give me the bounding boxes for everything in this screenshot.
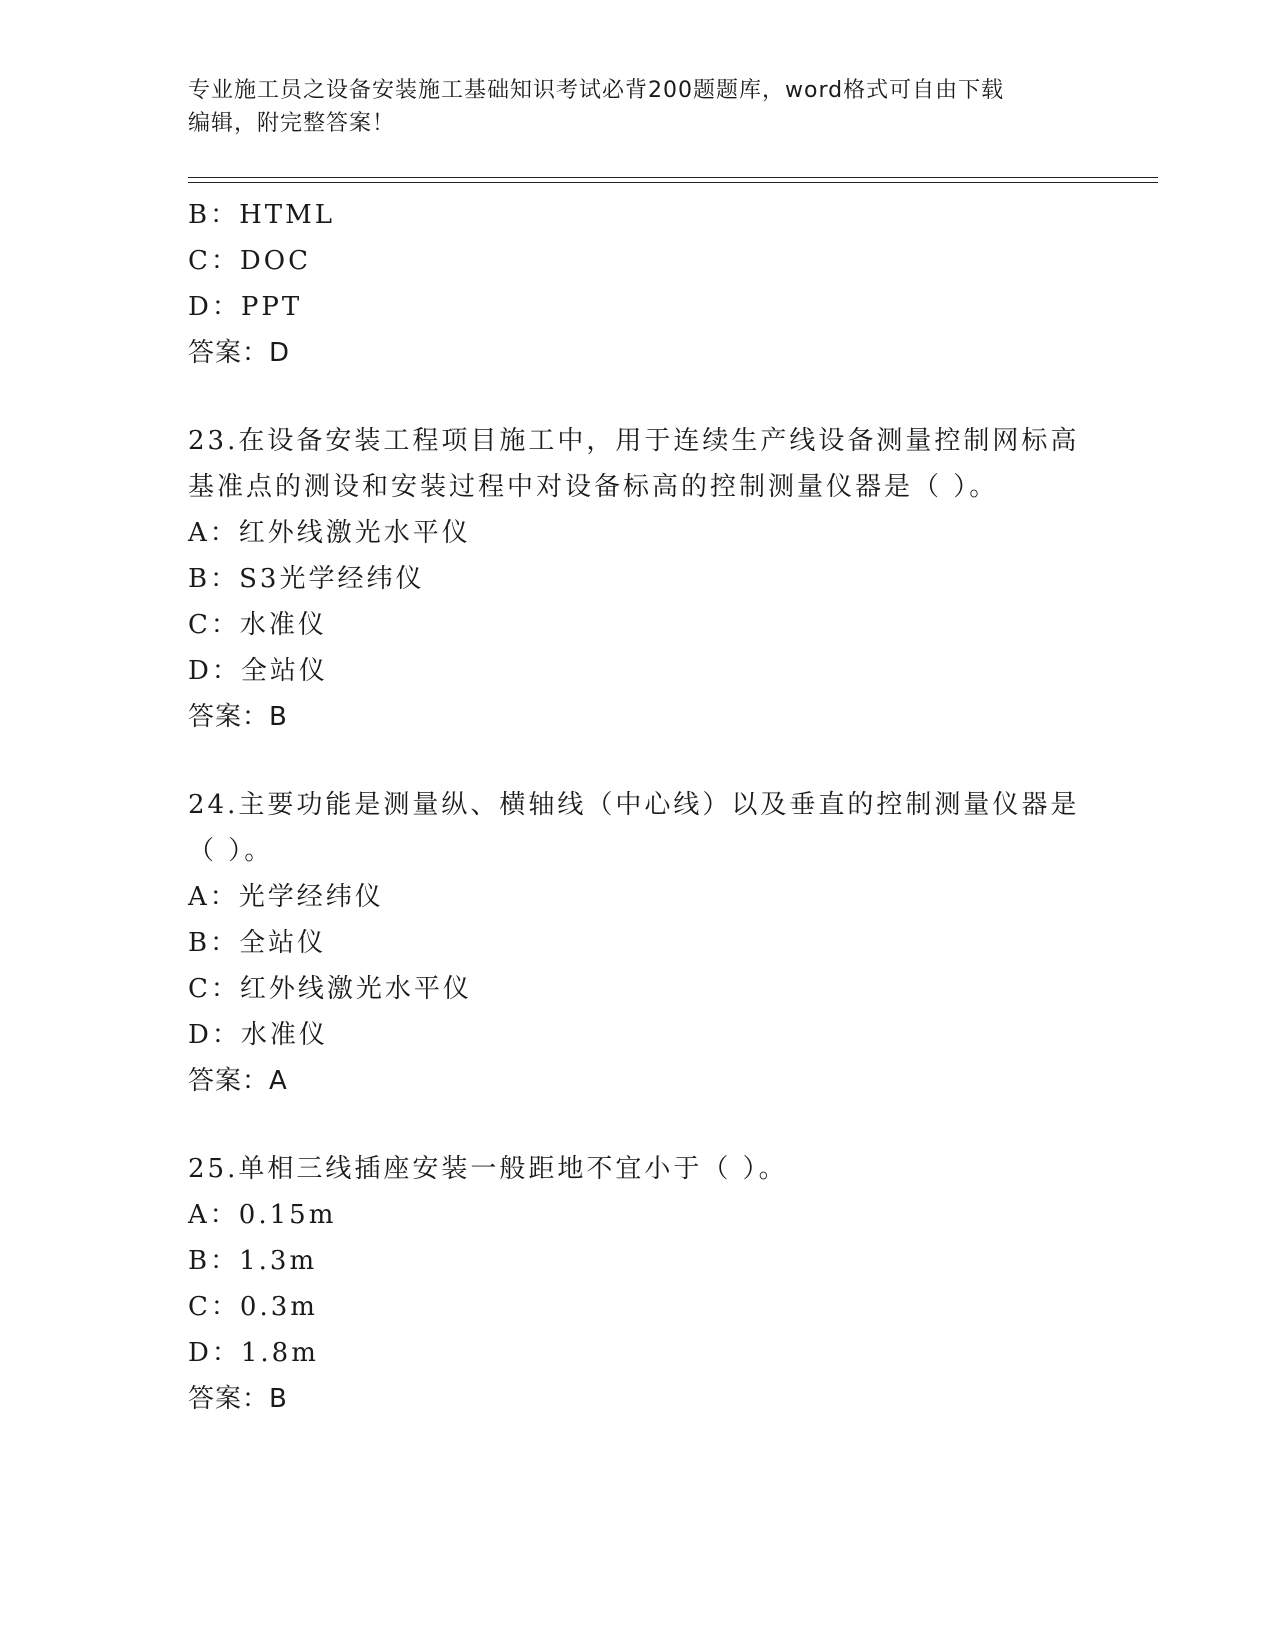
option-a: A：光学经纬仪: [188, 882, 384, 912]
header-title-line-1: 专业施工员之设备安装施工基础知识考试必背200题题库，word格式可自由下载: [188, 78, 1005, 103]
option-c: C：水准仪: [188, 610, 327, 640]
option-d: D：PPT: [188, 292, 303, 322]
answer-label: 答案：B: [188, 702, 288, 732]
option-a: A：0.15m: [188, 1200, 337, 1230]
answer-label: 答案：B: [188, 1384, 288, 1414]
option-d: D：水准仪: [188, 1020, 328, 1050]
question-stem-line-1: 23.在设备安装工程项目施工中，用于连续生产线设备测量控制网标高: [188, 426, 1080, 456]
header-divider-top: [188, 177, 1158, 178]
question-stem-line-2: 基准点的测设和安装过程中对设备标高的控制测量仪器是（ ）。: [188, 472, 999, 502]
answer-label: 答案：D: [188, 338, 291, 368]
header-title-line-2: 编辑，附完整答案！: [188, 111, 396, 136]
question-stem-line-1: 24.主要功能是测量纵、横轴线（中心线）以及垂直的控制测量仪器是: [188, 790, 1080, 820]
option-b: B：全站仪: [188, 928, 327, 958]
option-d: D：全站仪: [188, 656, 328, 686]
question-23: [188, 418, 1088, 740]
question-24: [188, 782, 1088, 1104]
header-divider-bottom: [188, 182, 1158, 183]
question-25: [188, 1146, 1088, 1422]
answer-label: 答案：A: [188, 1066, 288, 1096]
question-22-continuation: [188, 192, 1088, 376]
question-stem: [188, 782, 1088, 874]
question-stem: [188, 418, 1088, 510]
option-c: C：DOC: [188, 246, 311, 276]
question-stem-line-1: 25.单相三线插座安装一般距地不宜小于（ ）。: [188, 1154, 788, 1184]
option-c: C：红外线激光水平仪: [188, 974, 472, 1004]
option-a: A：红外线激光水平仪: [188, 518, 471, 548]
question-stem: [188, 1146, 1088, 1192]
option-b: B：S3光学经纬仪: [188, 564, 425, 594]
question-list: [188, 192, 1088, 1422]
option-d: D：1.8m: [188, 1338, 319, 1368]
option-c: C：0.3m: [188, 1292, 318, 1322]
document-header: [188, 74, 1088, 140]
question-stem-line-2: （ ）。: [188, 836, 274, 866]
option-b: B：1.3m: [188, 1246, 318, 1276]
option-b: B：HTML: [188, 200, 336, 230]
